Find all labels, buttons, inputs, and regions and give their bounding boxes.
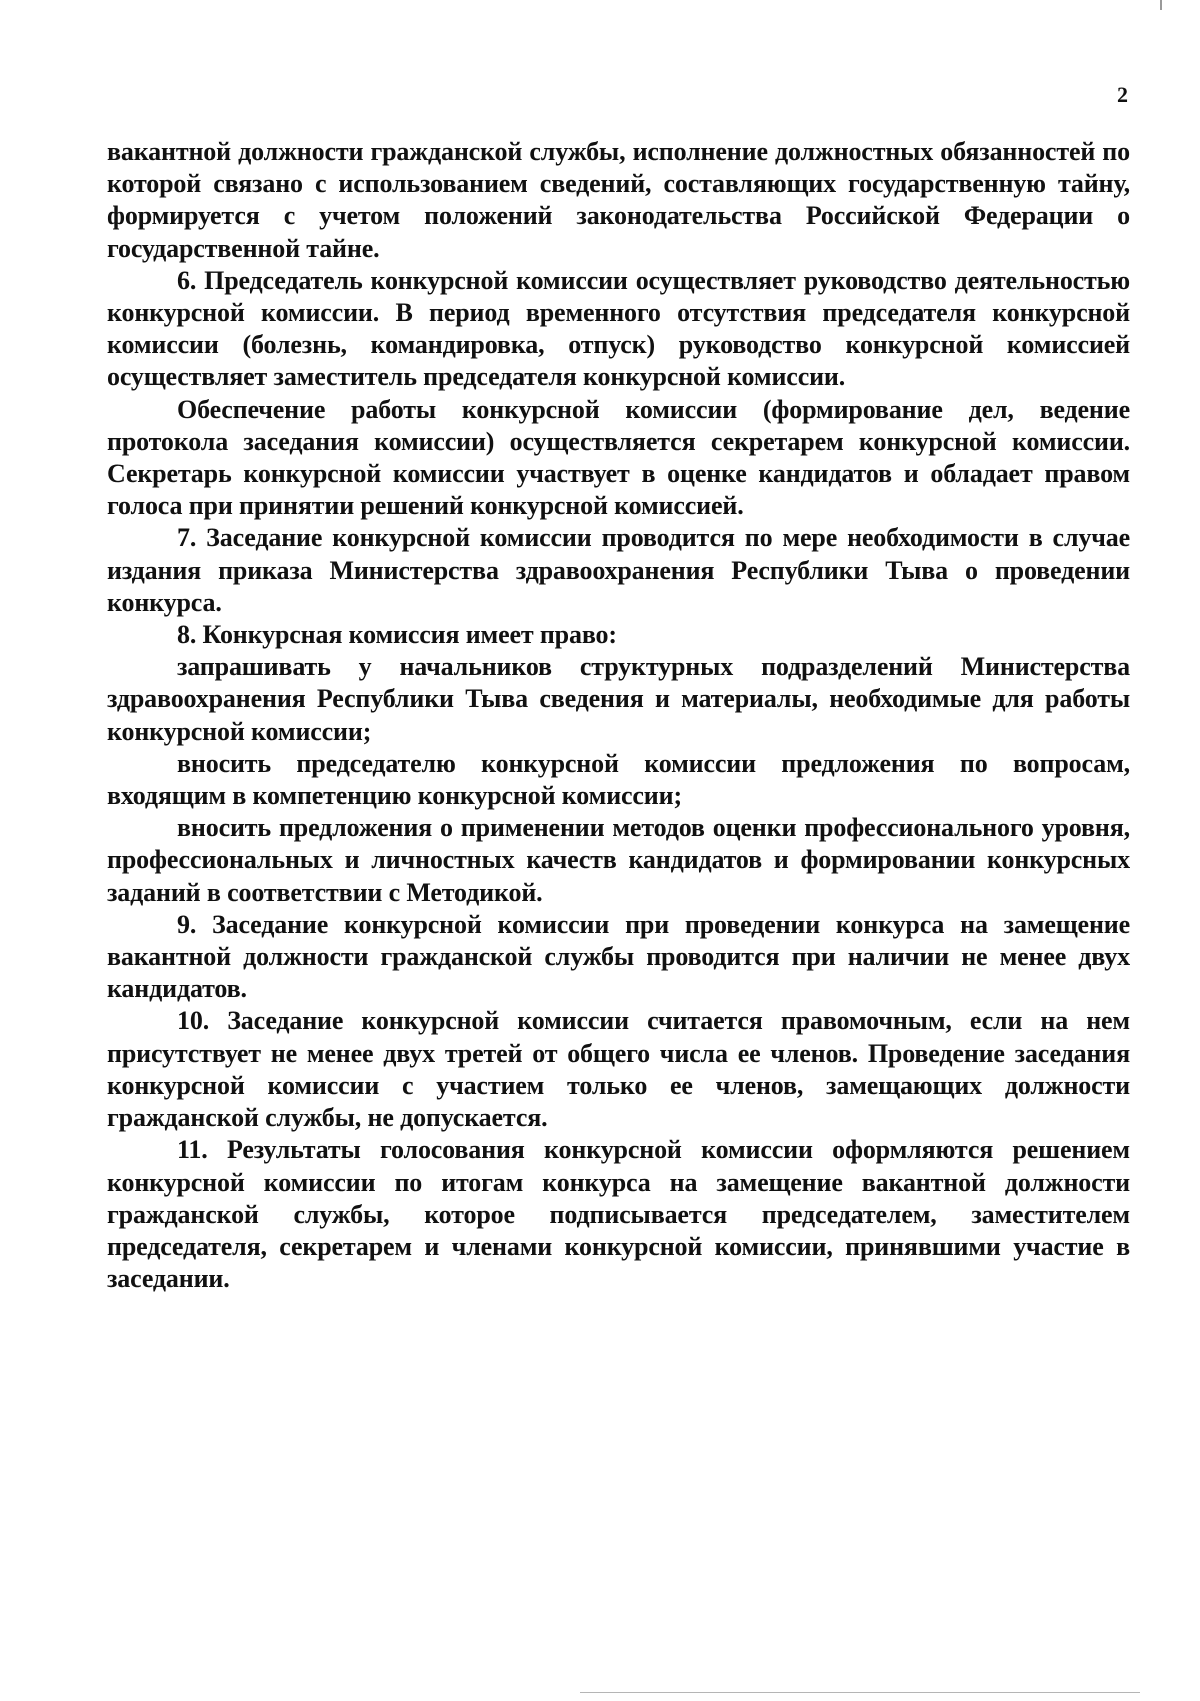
- paragraph-item-11: 11. Результаты голосования конкурсной комиссии оформляются решением конкурсной комиссии по итогам конкурса на замещение вакантной должности гражданской службы, которое подписывается председателем, заместителем председателя, секретарем и членами конкурсной комиссии, принявшими участие в заседании.: [107, 1135, 1130, 1294]
- document-body: [107, 136, 1130, 1295]
- paragraph-right-request: запрашивать у начальников структурных подразделений Министерства здравоохранения Республики Тыва сведения и материалы, необходимые для работы конкурсной комиссии;: [107, 652, 1130, 746]
- paragraph-item-9: 9. Заседание конкурсной комиссии при проведении конкурса на замещение вакантной должности гражданской службы проводится при наличии не менее двух кандидатов.: [107, 909, 1130, 1004]
- paragraph-right-propose: вносить председателю конкурсной комиссии предложения по вопросам, входящим в компетенцию конкурсной комиссии;: [107, 748, 1130, 811]
- paragraph-item-10: 10. Заседание конкурсной комиссии считается правомочным, если на нем присутствует не менее двух третей от общего числа ее членов. Проведение заседания конкурсной комиссии с участием только ее членов, замещающих должности гражданской службы, не допускается.: [107, 1006, 1130, 1133]
- paragraph-item-6: 6. Председатель конкурсной комиссии осуществляет руководство деятельностью конкурсной комиссии. В период временного отсутствия председателя конкурсной комиссии (болезнь, командировка, отпуск) руководство конкурсной комиссией осуществляет заместитель председателя конкурсной комиссии.: [107, 265, 1130, 392]
- paragraph-item-8: 8. Конкурсная комиссия имеет право:: [177, 620, 617, 650]
- scan-bottom-edge: [580, 1692, 1140, 1693]
- scan-edge-mark: [1160, 0, 1162, 10]
- paragraph-right-methods: вносить предложения о применении методов оценки профессионального уровня, профессиональных и личностных качеств кандидатов и формировании конкурсных заданий в соответствии с Методикой.: [107, 813, 1130, 907]
- paragraph-continuation: вакантной должности гражданской службы, исполнение должностных обязанностей по которой связано с использованием сведений, составляющих государственную тайну, формируется с учетом положений законодательства Российской Федерации о государственной тайне.: [107, 137, 1130, 263]
- paragraph-secretary: Обеспечение работы конкурсной комиссии (формирование дел, ведение протокола заседания комиссии) осуществляется секретарем конкурсной комиссии. Секретарь конкурсной комиссии участвует в оценке кандидатов и обладает правом голоса при принятии решений конкурсной комиссией.: [107, 394, 1130, 521]
- paragraph-item-7: 7. Заседание конкурсной комиссии проводится по мере необходимости в случае издания приказа Министерства здравоохранения Республики Тыва о проведении конкурса.: [107, 523, 1130, 617]
- page-number: 2: [1117, 82, 1128, 107]
